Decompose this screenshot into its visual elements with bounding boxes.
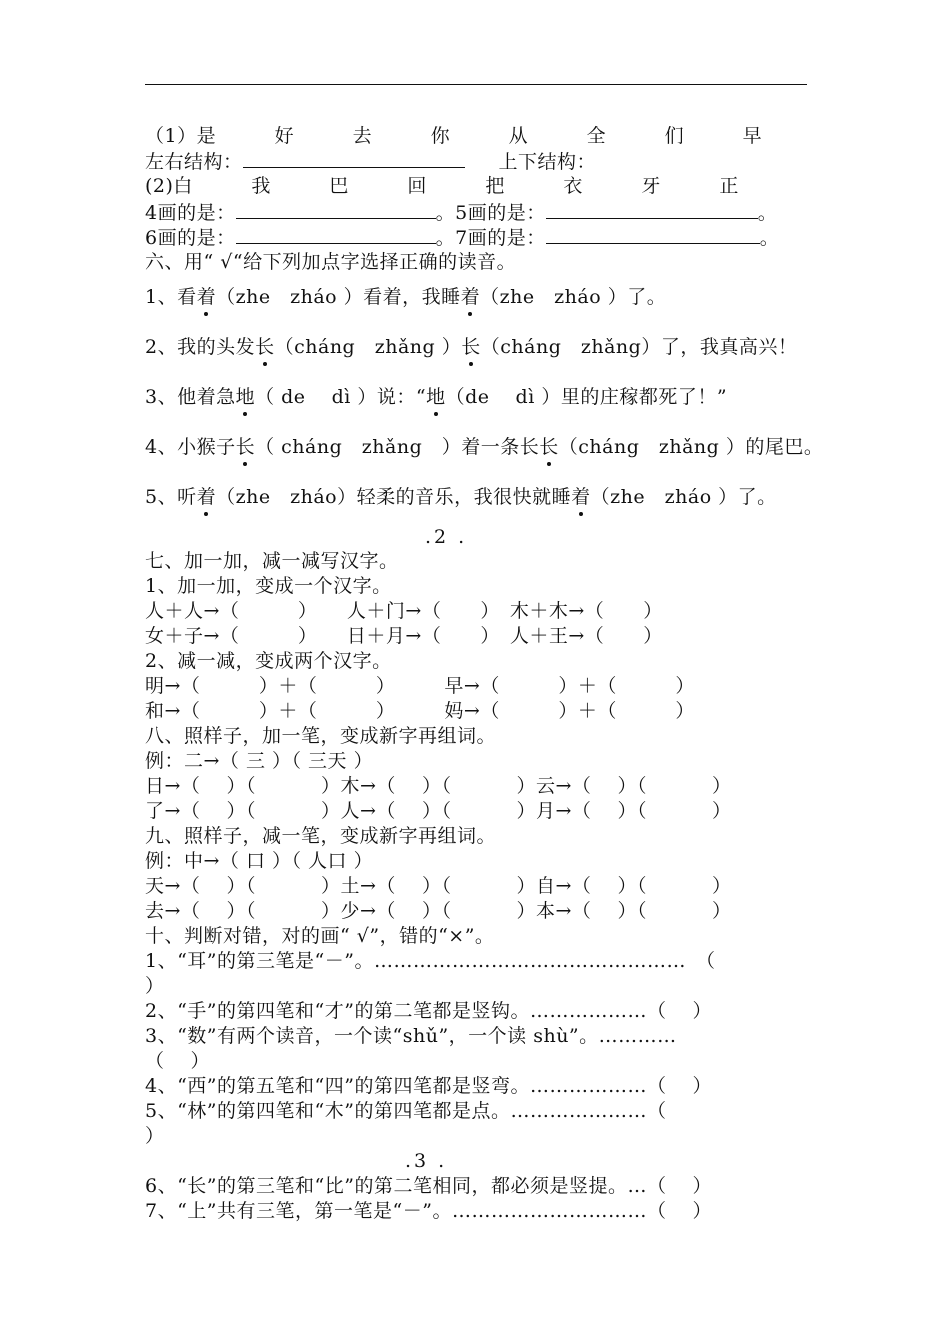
pinyin-item-3 [145,385,727,409]
five-strokes-label: 5画的是： [455,202,546,224]
section-7-title: 七、加一加，减一减写汉字。 [145,550,399,572]
structure-line [145,149,596,174]
judge-item-4: 4、“西”的第五笔和“四”的第四笔都是竖弯。………………（ ） [145,1075,712,1097]
char-row-1: （1）是 好 去 你 从 全 们 早 [145,125,763,147]
item-text: （zhe zháo ）了。 [590,486,777,508]
header-rule [145,84,807,85]
dotted-char: 着 [196,286,217,308]
seven-strokes-label: 7画的是： [455,227,546,249]
char-row-2: (2)白 我 巴 回 把 衣 牙 正 [145,175,739,197]
section-10-title: 十、判断对错，对的画“ √”，错的“×”。 [145,925,495,947]
six-strokes-label: 6画的是： [145,227,236,249]
period: 。 [435,202,456,224]
left-right-label: 左右结构： [145,151,243,173]
dotted-char: 地 [426,386,446,408]
item-text: （cháng zhǎng）了，我真高兴！ [480,336,798,358]
left-right-blank[interactable] [243,149,465,168]
dotted-char: 着 [460,286,481,308]
pinyin-item-5 [145,485,777,509]
subtract-subtitle: 2、减一减，变成两个汉字。 [145,650,392,672]
item-text: （zhe zháo ）了。 [480,286,667,308]
remove-stroke-row-1: 天→（ ）（ ）土→（ ）（ ）自→（ ）（ ） [145,875,732,897]
dotted-char: 地 [235,386,256,408]
page-number-2: .2 . [425,526,468,548]
item-text: 4、小猴子 [145,436,236,458]
item-text: （zhe zháo ）看着，我睡 [216,286,461,308]
top-bottom-label: 上下结构： [498,151,597,173]
pinyin-item-1 [145,285,666,309]
five-strokes-blank[interactable] [546,200,758,219]
period: 。 [759,227,780,249]
strokes-line-2 [145,225,779,250]
add-stroke-row-2: 了→（ ）（ ）人→（ ）（ ）月→（ ）（ ） [145,800,732,822]
subtract-row-1: 明→（ ）＋（ ） 早→（ ）＋（ ） [145,675,695,697]
judge-item-5-close: ） [145,1125,165,1147]
section-6-title: 六、用“ √“给下列加点字选择正确的读音。 [145,251,517,273]
seven-strokes-blank[interactable] [546,225,760,244]
period: 。 [435,227,456,249]
item-text: 3、他着急 [145,386,236,408]
item-text: 1、看 [145,286,197,308]
judge-item-3: 3、“数”有两个读音，一个读“shǔ”，一个读 shù”。………… [145,1025,677,1047]
judge-item-3-close: （ ） [145,1050,211,1072]
judge-item-5: 5、“林”的第四笔和“木”的第四笔都是点。…………………（ [145,1100,667,1122]
item-text: （zhe zháo）轻柔的音乐，我很快就睡 [216,486,572,508]
add-row-1: 人＋人→（ ） 人＋门→（ ） 木＋木→（ ） [145,600,663,622]
dotted-char: 长 [461,336,481,358]
four-strokes-blank[interactable] [236,200,436,219]
judge-item-1-close: ） [145,975,165,997]
six-strokes-blank[interactable] [236,225,436,244]
period: 。 [757,202,778,224]
add-row-2: 女＋子→（ ） 日＋月→（ ） 人＋王→（ ） [145,625,663,647]
item-text: （de dì ）里的庄稼都死了！” [445,386,728,408]
item-text: 2、我的头发 [145,336,256,358]
item-text: （cháng zhǎng ）的尾巴。 [558,436,824,458]
dotted-char: 长 [539,436,559,458]
dotted-char: 长 [255,336,275,358]
pinyin-item-4 [145,435,823,459]
add-stroke-row-1: 日→（ ）（ ）木→（ ）（ ）云→（ ）（ ） [145,775,732,797]
subtract-row-2: 和→（ ）＋（ ） 妈→（ ）＋（ ） [145,700,695,722]
remove-stroke-row-2: 去→（ ）（ ）少→（ ）（ ）本→（ ）（ ） [145,900,732,922]
section-8-title: 八、照样子，加一笔，变成新字再组词。 [145,725,497,747]
section-9-example: 例：中→（ 口 ）（ 人口 ） [145,850,374,872]
add-subtitle: 1、加一加，变成一个汉字。 [145,575,392,597]
section-8-example: 例：二→（ 三 ）（ 三天 ） [145,750,374,772]
judge-item-2: 2、“手”的第四笔和“才”的第二笔都是竖钩。………………（ ） [145,1000,712,1022]
judge-item-7: 7、“上”共有三笔，第一笔是“－”。…………………………（ ） [145,1200,712,1222]
item-text: （ cháng zhǎng ）着一条长 [255,436,540,458]
dotted-char: 着 [571,486,591,508]
pinyin-item-2 [145,335,797,359]
four-strokes-label: 4画的是： [145,202,236,224]
section-9-title: 九、照样子，减一笔，变成新字再组词。 [145,825,497,847]
strokes-line-1 [145,200,777,225]
item-text: （ de dì ）说：“ [255,386,427,408]
dotted-char: 长 [235,436,256,458]
dotted-char: 着 [196,486,217,508]
judge-item-6: 6、“长”的第三笔和“比”的第二笔相同，都必须是竖提。…（ ） [145,1175,712,1197]
item-text: 5、听 [145,486,197,508]
judge-item-1: 1、“耳”的第三笔是“－”。………………………………………… （ [145,950,716,972]
page-number-3: .3 . [405,1150,448,1172]
item-text: （cháng zhǎng ） [274,336,462,358]
